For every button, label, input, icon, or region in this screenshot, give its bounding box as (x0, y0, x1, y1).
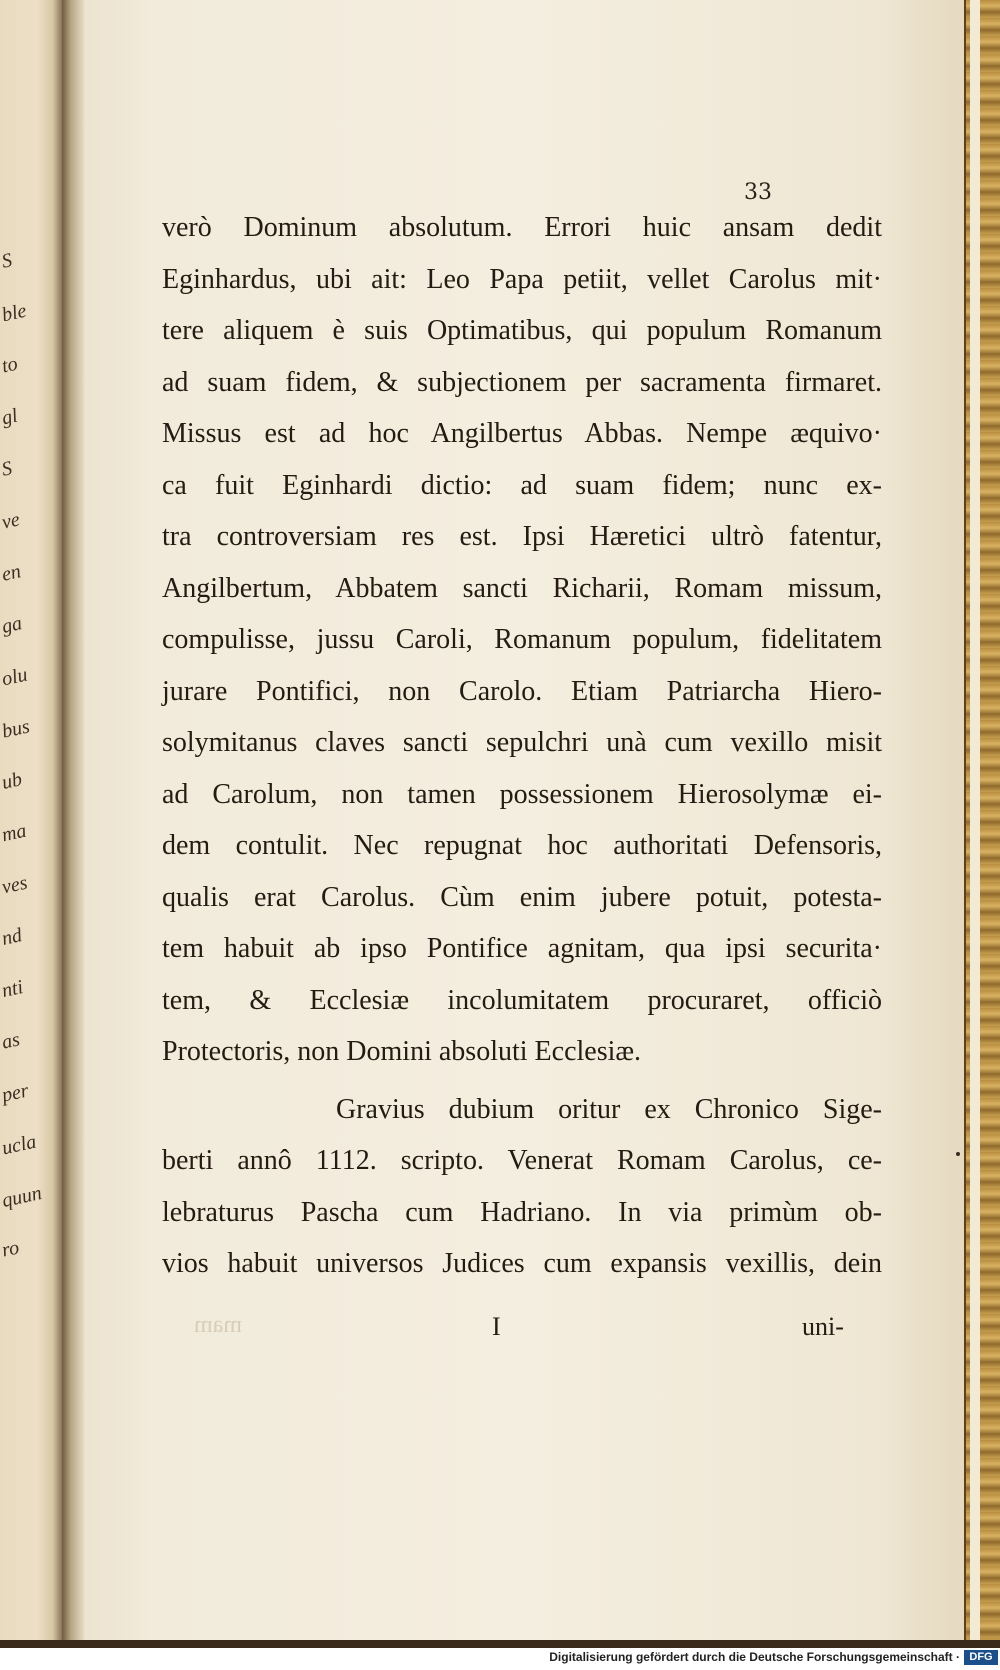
facing-page-fragment: as (0, 1028, 22, 1054)
text-line: Missus est ad hoc Angilbertus Abbas. Nempe æquivo· (162, 418, 882, 449)
facing-page-fragment: ble (0, 299, 29, 327)
paragraph-first-line: Gravius dubium oritur ex Chronico Sige- (336, 1093, 882, 1125)
text-line: tere aliquem è suis Optimatibus, qui populum Romanum (162, 315, 882, 346)
facing-page-fragment: S (0, 249, 15, 273)
page-number: 33 (744, 180, 772, 205)
facing-page-fragment: quun (0, 1182, 44, 1212)
page-edge-strip (970, 0, 980, 1640)
dfg-logo: DFG (964, 1650, 998, 1665)
text-line: lebraturus Pascha cum Hadriano. In via primùm ob- (162, 1196, 882, 1228)
facing-page-fragment: ve (0, 508, 22, 534)
funding-credit: Digitalisierung gefördert durch die Deutsche Forschungsgemeinschaft · (549, 1650, 960, 1664)
facing-page-fragment: per (0, 1079, 31, 1107)
facing-page-fragment: nd (0, 924, 24, 950)
digitization-footer (0, 1648, 1000, 1670)
facing-page-fragment: ves (0, 871, 30, 899)
text-line: Angilbertum, Abbatem sancti Richarii, Romam missum, (162, 572, 882, 604)
ink-speck (956, 1152, 960, 1156)
catchword: uni- (802, 1312, 844, 1341)
facing-page-fragment: gl (0, 404, 20, 430)
text-line: Protectoris, non Domini absoluti Ecclesiæ. (162, 1036, 642, 1067)
text-line: tem, & Ecclesiæ incolumitatem procuraret, officiò (162, 984, 882, 1016)
facing-page-fragment: ga (0, 612, 24, 638)
facing-page-fragment: ro (0, 1236, 22, 1262)
book-gutter (62, 0, 84, 1640)
text-line: solymitanus claves sancti sepulchri unà cum vexillo misit (162, 727, 882, 758)
text-line: vios habuit universos Judices cum expansis vexillis, dein (162, 1248, 882, 1279)
facing-page-edge (0, 0, 62, 1640)
text-line: compulisse, jussu Caroli, Romanum populum, fidelitatem (162, 624, 882, 655)
text-line: qualis erat Carolus. Cùm enim jubere potuit, potesta- (162, 881, 882, 913)
facing-page-fragment: nti (0, 976, 26, 1002)
text-line: berti annô 1112. scripto. Venerat Romam Carolus, ce- (162, 1145, 882, 1176)
bleed-through-text: mam (194, 1312, 242, 1338)
facing-page-fragment: to (0, 352, 20, 378)
facing-page-fragment: ucla (0, 1130, 39, 1160)
text-line: jurare Pontifici, non Carolo. Etiam Patriarcha Hiero- (162, 675, 882, 707)
facing-page-fragment: ub (0, 768, 24, 794)
text-line: ca fuit Eginhardi dictio: ad suam fidem; nunc ex- (162, 469, 882, 501)
text-line: tra controversiam res est. Ipsi Hæretici ultrò fatentur, (162, 521, 882, 552)
facing-page-fragment: S (0, 457, 15, 481)
text-line: verò Dominum absolutum. Errori huic ansam dedit (162, 212, 882, 243)
facing-page-fragment: bus (0, 715, 32, 743)
facing-page-fragment: ma (0, 819, 29, 847)
text-line: Eginhardus, ubi ait: Leo Papa petiit, vellet Carolus mit· (162, 263, 882, 295)
facing-page-fragment: en (0, 560, 23, 586)
book-page (84, 0, 964, 1640)
text-line: dem contulit. Nec repugnat hoc authoritati Defensoris, (162, 830, 882, 861)
text-line: tem habuit ab ipso Pontifice agnitam, qua ipsi securita· (162, 933, 882, 964)
signature-mark: I (492, 1312, 501, 1341)
text-line: ad suam fidem, & subjectionem per sacramenta firmaret. (162, 366, 882, 398)
text-line: ad Carolum, non tamen possessionem Hierosolymæ ei- (162, 778, 882, 810)
facing-page-fragment: olu (0, 663, 30, 691)
